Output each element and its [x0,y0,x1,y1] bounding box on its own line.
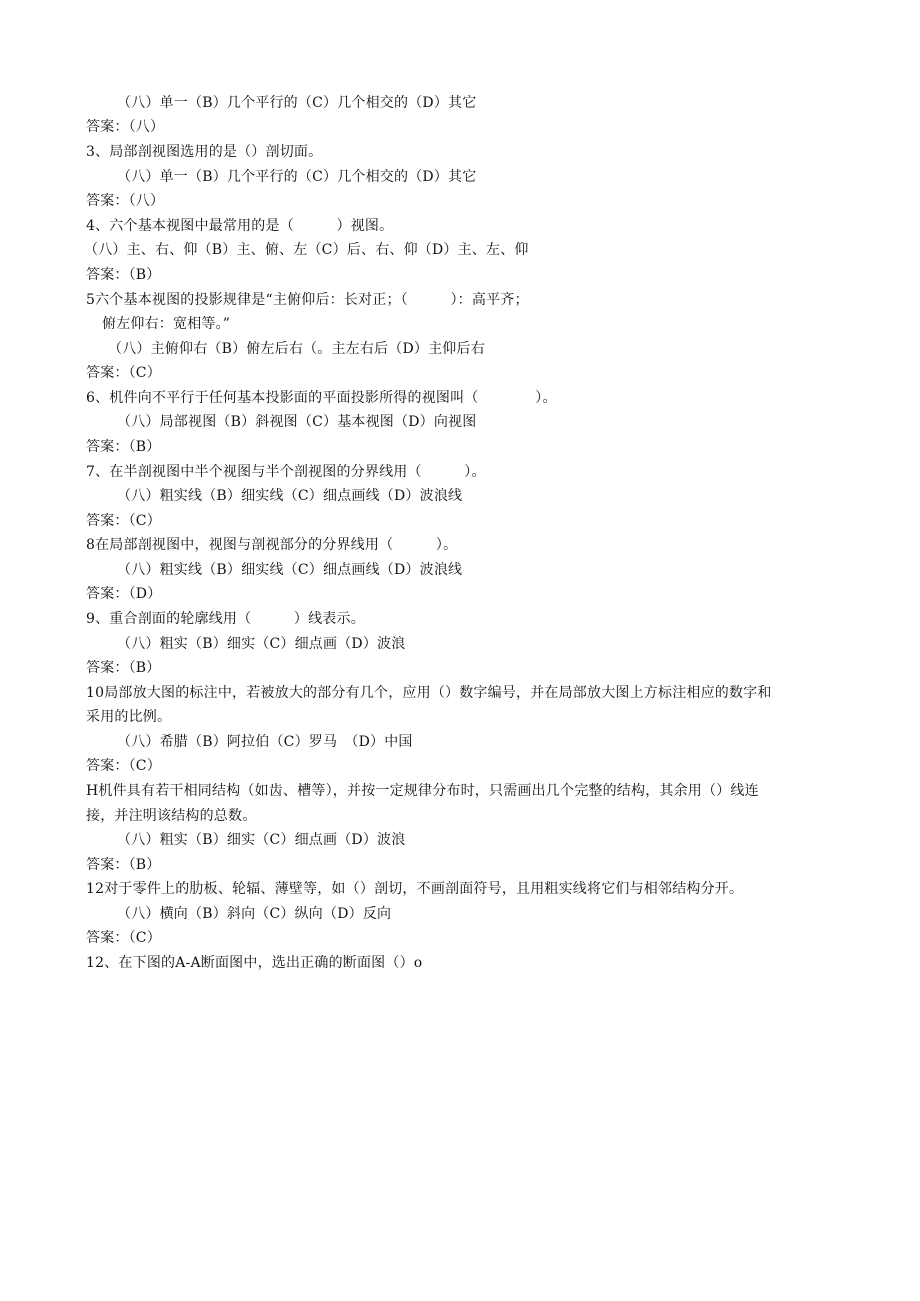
question-text: 7、在半剖视图中半个视图与半个剖视图的分界线用（ ）。 [86,464,486,480]
question-text: 10局部放大图的标注中，若被放大的部分有几个，应用（）数字编号，并在局部放大图上方标注相应的数字和 [86,685,772,701]
question-text: 8在局部剖视图中，视图与剖视部分的分界线用（ ）。 [86,537,458,553]
answer-line: 答案：（八） [86,119,165,135]
answer-line: 答案：（八） [86,193,165,209]
question-text: 4、六个基本视图中最常用的是（ ）视图。 [86,218,394,234]
question-text: 3、局部剖视图选用的是（）剖切面。 [86,144,323,160]
answer-line: 答案：（B） [86,267,161,283]
question-text: H机件具有若干相同结构（如齿、槽等），并按一定规律分布时，只需画出几个完整的结构，其余用（）线连 [86,783,759,799]
question-text: 12对于零件上的肋板、轮辐、薄壁等，如（）剖切，不画剖面符号，且用粗实线将它们与相邻结构分开。 [86,881,744,897]
answer-line: 答案：（C） [86,758,161,774]
question-options: （八）粗实线（B）细实线（C）细点画线（D）波浪线 [117,562,463,578]
answer-line: 答案：（C） [86,513,161,529]
question-options: （八）希腊（B）阿拉伯（C）罗马 （D）中国 [117,734,413,750]
question-text-continued: 俯左仰右：宽相等。” [102,316,231,332]
question-text-continued: 采用的比例。 [86,709,172,725]
answer-line: 答案：（D） [86,586,162,602]
question-options: （八）主俯仰右（B）俯左后右（。主左右后（D）主仰后右 [108,341,485,357]
answer-line: 答案：（C） [86,365,161,381]
question-options: （八）主、右、仰（B）主、俯、左（C）后、右、仰（D）主、左、仰 [84,242,529,258]
question-text: 6、机件向不平行于任何基本投影面的平面投影所得的视图叫（ ）。 [86,390,557,406]
question-options: （八）粗实（B）细实（C）细点画（D）波浪 [117,832,406,848]
answer-line: 答案：（B） [86,660,161,676]
answer-line: 答案：（B） [86,857,161,873]
question-text: 5六个基本视图的投影规律是“主俯仰后：长对正；（ ）：高平齐； [86,292,529,308]
question-options: （八）局部视图（B）斜视图（C）基本视图（D）向视图 [117,414,477,430]
answer-line: 答案：（C） [86,930,161,946]
question-text: 12、在下图的A-A断面图中，选出正确的断面图（）o [86,955,423,971]
question-text: 9、重合剖面的轮廓线用（ ）线表示。 [86,611,365,627]
answer-line: 答案：（B） [86,439,161,455]
question-text-continued: 接，并注明该结构的总数。 [86,808,257,824]
question-options: （八）单一（B）几个平行的（C）几个相交的（D）其它 [117,169,477,185]
question-options: （八）粗实线（B）细实线（C）细点画线（D）波浪线 [117,488,463,504]
question-options: （八）单一（B）几个平行的（C）几个相交的（D）其它 [117,95,477,111]
question-options: （八）横向（B）斜向（C）纵向（D）反向 [117,906,392,922]
question-options: （八）粗实（B）细实（C）细点画（D）波浪 [117,636,406,652]
